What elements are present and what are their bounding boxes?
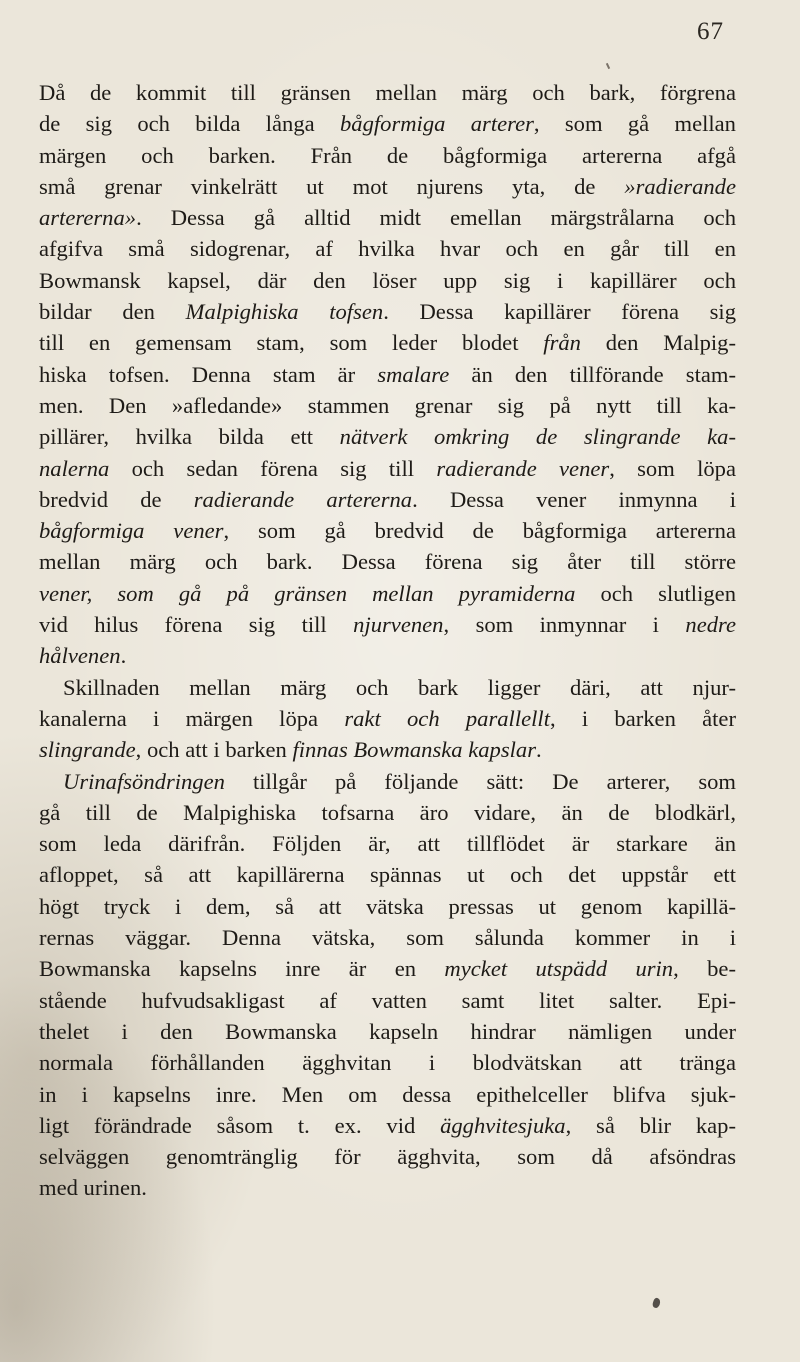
text-segment: . Dessa vener inmynna i bbox=[412, 486, 737, 512]
text-segment: och slutligen bbox=[575, 580, 736, 606]
text-segment: Då de kommit till gränsen mellan märg och bark, förgrena bbox=[39, 80, 736, 105]
text-segment: , så blir kap- bbox=[565, 1112, 736, 1138]
italic-segment: Urinafsöndringen bbox=[63, 768, 225, 794]
text-line bbox=[39, 734, 736, 765]
text-segment: de sig och bilda långa bbox=[39, 111, 340, 137]
italic-segment: »radierande bbox=[624, 173, 736, 199]
text-segment: . bbox=[536, 737, 542, 763]
italic-segment: radierande artererna bbox=[193, 486, 413, 512]
text-segment: pillärer, hvilka bilda ett bbox=[39, 424, 340, 450]
text-line bbox=[39, 265, 736, 296]
text-segment: , och att i barken bbox=[135, 737, 293, 763]
italic-segment: Malpighiska tofsen bbox=[185, 299, 384, 325]
page-number: 67 bbox=[697, 18, 724, 45]
italic-segment: finnas Bowmanska kapslar bbox=[292, 737, 537, 763]
text-line bbox=[39, 922, 736, 953]
text-line bbox=[39, 578, 736, 609]
italic-segment: nätverk omkring de slingrande ka- bbox=[339, 424, 736, 450]
text-line bbox=[39, 1047, 736, 1078]
text-segment: stående hufvudsakligast af vatten samt litet salter. Epi- bbox=[39, 987, 736, 1013]
text-segment: ligt förändrade såsom t. ex. vid bbox=[39, 1112, 441, 1138]
text-segment: , som gå mellan bbox=[533, 111, 736, 137]
text-segment: afgifva små sidogrenar, af hvilka hvar och en går till en bbox=[39, 236, 736, 262]
text-segment: Skillnaden mellan märg och bark ligger däri, att njur- bbox=[63, 674, 736, 700]
text-segment: mellan märg och bark. Dessa förena sig åter till större bbox=[39, 549, 736, 575]
text-segment: selväggen genomtränglig för ägghvita, som då afsöndras bbox=[39, 1144, 736, 1170]
italic-segment: från bbox=[543, 330, 581, 356]
italic-segment: rakt och parallellt bbox=[344, 705, 550, 731]
italic-segment: bågformiga arterer bbox=[339, 111, 534, 137]
italic-segment: hålvenen bbox=[39, 643, 121, 669]
text-segment: tillgår på följande sätt: De arterer, som bbox=[224, 768, 736, 794]
text-segment: högt tryck i dem, så att vätska pressas ut genom kapillä- bbox=[39, 893, 736, 919]
text-segment: hiska tofsen. Denna stam är bbox=[39, 361, 378, 387]
italic-segment: artererna» bbox=[39, 205, 137, 231]
text-segment: och sedan förena sig till bbox=[109, 455, 437, 481]
text-line bbox=[39, 672, 736, 703]
text-line bbox=[39, 359, 736, 390]
text-segment: afloppet, så att kapillärerna spännas ut och det uppstår ett bbox=[39, 862, 736, 888]
text-segment: , som inmynnar i bbox=[443, 612, 686, 638]
italic-segment: ägghvitesjuka bbox=[440, 1112, 566, 1138]
text-segment: gå till de Malpighiska tofsarna äro vidare, än de blodkärl, bbox=[39, 799, 736, 825]
text-line bbox=[39, 859, 736, 890]
text-segment: till en gemensam stam, som leder blodet bbox=[39, 330, 544, 356]
italic-segment: smalare bbox=[377, 361, 450, 387]
text-segment: bredvid de bbox=[39, 486, 194, 512]
text-line bbox=[39, 77, 736, 108]
text-segment: . Dessa kapillärer förena sig bbox=[383, 299, 737, 325]
text-segment: normala förhållanden ägghvitan i blodvätskan att tränga bbox=[39, 1050, 736, 1076]
text-segment: Bowmansk kapsel, där den löser upp sig i kapillärer och bbox=[39, 267, 736, 293]
text-line bbox=[39, 1079, 736, 1110]
text-segment: märgen och barken. Från de bågformiga artererna afgå bbox=[39, 142, 736, 168]
text-segment: , i barken åter bbox=[549, 705, 736, 731]
italic-segment: slingrande bbox=[39, 737, 136, 763]
text-segment: , som löpa bbox=[609, 455, 736, 481]
text-segment: , som gå bredvid de bågformiga artererna bbox=[223, 518, 736, 544]
text-line bbox=[39, 766, 736, 797]
italic-segment: mycket utspädd urin bbox=[444, 956, 674, 982]
text-segment: som leda därifrån. Följden är, att tillflödet är starkare än bbox=[39, 831, 736, 857]
text-segment: rernas väggar. Denna vätska, som sålunda kommer in i bbox=[39, 925, 736, 951]
text-line bbox=[39, 140, 736, 171]
text-line bbox=[39, 985, 736, 1016]
text-segment: den Malpig- bbox=[580, 330, 736, 356]
text-line bbox=[39, 171, 736, 202]
body-text bbox=[39, 77, 736, 1204]
text-line bbox=[39, 1110, 736, 1141]
text-segment: kanalerna i märgen löpa bbox=[39, 705, 345, 731]
text-line bbox=[39, 390, 736, 421]
text-segment: . bbox=[120, 643, 127, 669]
text-line bbox=[39, 640, 736, 671]
text-line bbox=[39, 703, 736, 734]
text-line bbox=[39, 515, 736, 546]
text-line bbox=[39, 609, 736, 640]
text-segment: med urinen. bbox=[39, 1175, 147, 1201]
text-line bbox=[39, 1172, 736, 1203]
text-line bbox=[39, 453, 736, 484]
text-line bbox=[39, 202, 736, 233]
text-line bbox=[39, 1016, 736, 1047]
text-line bbox=[39, 484, 736, 515]
text-line bbox=[39, 953, 736, 984]
italic-segment: nedre bbox=[685, 612, 736, 638]
text-line bbox=[39, 327, 736, 358]
text-line bbox=[39, 828, 736, 859]
text-segment: än den tillförande stam- bbox=[449, 361, 736, 387]
italic-segment: vener, som gå på gränsen mellan pyramiderna bbox=[39, 580, 576, 606]
text-segment: små grenar vinkelrätt ut mot njurens yta, de bbox=[39, 173, 625, 199]
text-segment: Bowmanska kapselns inre är en bbox=[39, 956, 445, 982]
text-line bbox=[39, 421, 736, 452]
italic-segment: radierande vener bbox=[436, 455, 610, 481]
italic-segment: nalerna bbox=[39, 455, 110, 481]
text-line bbox=[39, 1141, 736, 1172]
italic-segment: njurvenen bbox=[353, 612, 444, 638]
text-line bbox=[39, 233, 736, 264]
text-segment: in i kapselns inre. Men om dessa epithelceller blifva sjuk- bbox=[39, 1081, 736, 1107]
text-line bbox=[39, 546, 736, 577]
text-segment: bildar den bbox=[39, 299, 186, 325]
text-segment: men. Den »afledande» stammen grenar sig på nytt till ka- bbox=[39, 392, 736, 418]
text-line bbox=[39, 891, 736, 922]
text-segment: , be- bbox=[673, 956, 736, 982]
text-line bbox=[39, 797, 736, 828]
text-line bbox=[39, 296, 736, 327]
text-segment: . Dessa gå alltid midt emellan märgstrålarna och bbox=[136, 205, 736, 231]
text-segment: vid hilus förena sig till bbox=[39, 612, 354, 638]
text-segment: thelet i den Bowmanska kapseln hindrar nämligen under bbox=[39, 1018, 736, 1044]
text-line bbox=[39, 108, 736, 139]
italic-segment: bågformiga vener bbox=[39, 518, 224, 544]
